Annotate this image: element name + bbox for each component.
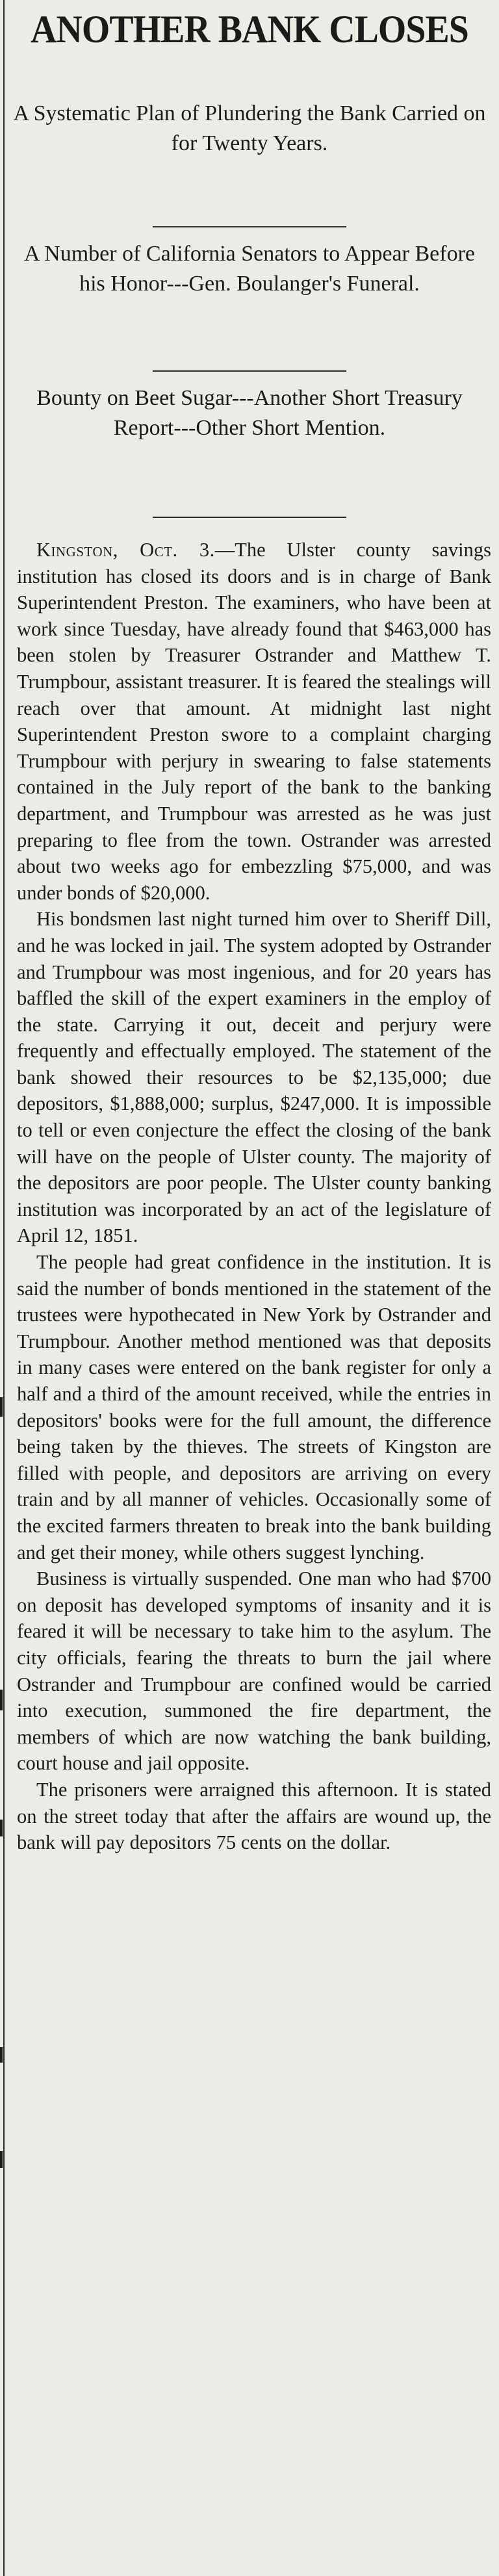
paragraph-5: The prisoners were arraigned this afternoon. It is stated on the street today that after the affairs are wound up, the bank will pay depositors 75 cents on the dollar. [17, 1778, 491, 1854]
deck-1: A Systematic Plan of Plundering the Bank Carried on for Twenty Years. [13, 101, 486, 155]
paragraph-1 [17, 537, 491, 906]
paragraph-1-text: —The Ulster county savings institution has closed its doors and is in charge of Bank Superintendent Preston. The examiners, who have been at work since Tuesday, have already found that $463,000 has been stolen by Treasurer Ostrander and Matthew T. Trumpbour, assistant treasurer. It is feared the stealings will reach over that amount. At midnight last night Superintendent Preston swore to a complaint charging Trumpbour with perjury in swearing to false statements contained in the July report of the bank to the banking department, and Trumpbour was arrested as he was just preparing to flee from the town. Ostrander was arrested about two weeks ago for embezzling $75,000, and was under bonds of $20,000. [17, 539, 492, 904]
ink-mark [0, 1820, 3, 1836]
ink-mark [0, 2151, 3, 2168]
ink-mark [0, 2047, 3, 2063]
headline: ANOTHER BANK CLOSES [31, 8, 468, 51]
paragraph-2: His bondsmen last night turned him over to Sheriff Dill, and he was locked in jail. The system adopted by Ostrander and Trumpbour was most ingenious, and for 20 years has baffled the skill of the expert examiners in the employ of the state. Carrying it out, deceit and perjury were frequently and effectually employed. The statement of the bank showed their resources to be $2,135,000; due depositors, $1,888,000; surplus, $247,000. It is impossible to tell or even conjecture the effect the closing of the bank will have on the people of Ulster county. The majority of the depositors are poor people. The Ulster county banking institution was incorporated by an act of the legislature of April 12, 1851. [17, 908, 491, 1247]
ink-mark [0, 1397, 3, 1417]
column-rule [3, 0, 5, 2576]
deck-2: A Number of California Senators to Appear Before his Honor---Gen. Boulanger's Funeral. [24, 242, 475, 296]
deck-3: Bounty on Beet Sugar---Another Short Treasury Report---Other Short Mention. [36, 386, 463, 440]
deck-separator [153, 370, 346, 372]
deck-separator [153, 226, 346, 227]
dateline: Kingston, Oct. 3. [36, 539, 215, 561]
paragraph-3: The people had great confidence in the institution. It is said the number of bonds mentioned in the statement of the trustees were hypothecated in New York by Ostrander and Trumpbour. Another method mentioned was that deposits in many cases were entered on the bank register for only a half and a third of the amount received, while the entries in depositors' books were for the full amount, the difference being taken by the thieves. The streets of Kingston are filled with people, and depositors are arriving on every train and by all manner of vehicles. Occasionally some of the excited farmers threaten to break into the bank building and get their money, while others suggest lynching. [17, 1251, 491, 1564]
ink-mark [0, 1690, 3, 1710]
deck-separator [153, 517, 346, 518]
paragraph-4: Business is virtually suspended. One man who had $700 on deposit has developed symptoms of insanity and it is feared it will be necessary to take him to the asylum. The city officials, fearing the threats to burn the jail where Ostrander and Trumpbour are confined would be carried into execution, summoned the fire department, the members of which are now watching the bank building, court house and jail opposite. [17, 1567, 491, 1775]
story-body [17, 537, 491, 1856]
